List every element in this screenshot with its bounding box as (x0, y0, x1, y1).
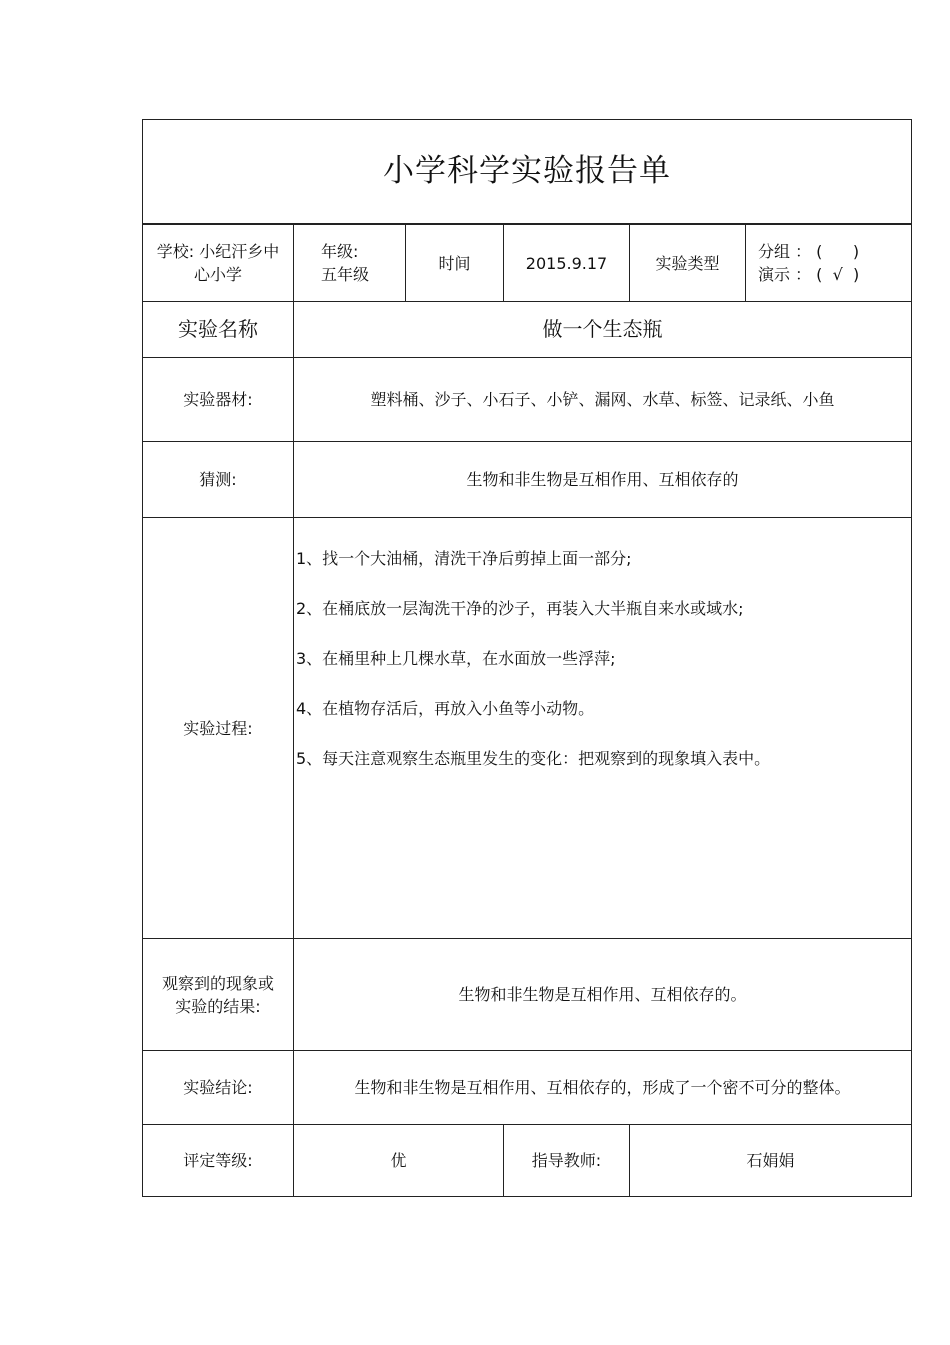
process-step-2: 2、在桶底放一层淘洗干净的沙子，再装入大半瓶自来水或域水; (296, 599, 744, 618)
group-option: 分组 ： ( ) (758, 242, 860, 261)
conclusion-value: 生物和非生物是互相作用、互相依存的，形成了一个密不可分的整体。 (354, 1078, 851, 1097)
school-label: 学校: (156, 242, 195, 261)
grade-label: 年级: (321, 242, 359, 261)
time-label: 时间 (438, 253, 471, 273)
process-step-4: 4、在植物存活后，再放入小鱼等小动物。 (296, 699, 595, 718)
conclusion-label: 实验结论: (183, 1078, 253, 1097)
rating-value: 优 (390, 1151, 407, 1170)
observation-label-line-2: 实验的结果: (175, 996, 261, 1016)
observation-label (143, 939, 293, 1050)
grade-value: 五年级 (321, 265, 370, 284)
school-cell (143, 225, 293, 301)
experiment-type-label: 实验类型 (655, 253, 720, 273)
demo-option: 演示 ： ( √ ) (758, 265, 860, 284)
experiment-name-value: 做一个生态瓶 (542, 317, 663, 341)
process-content (143, 518, 911, 938)
materials-value: 塑料桶、沙子、小石子、小铲、漏网、水草、标签、记录纸、小鱼 (370, 390, 835, 409)
observation-label-line-1: 观察到的现象或 (161, 973, 274, 993)
experiment-report-form (142, 119, 912, 1197)
observation-value: 生物和非生物是互相作用、互相依存的。 (458, 985, 747, 1004)
teacher-name: 石娟娟 (746, 1151, 795, 1170)
process-step-1: 1、找一个大油桶，清洗干净后剪掉上面一部分; (296, 549, 632, 568)
teacher-label: 指导教师: (531, 1151, 602, 1170)
rating-label: 评定等级: (183, 1151, 253, 1170)
grade-cell (294, 225, 405, 301)
page-title: 小学科学实验报告单 (383, 153, 671, 189)
school-value-line-2: 心小学 (193, 265, 242, 284)
process-step-5: 5、每天注意观察生态瓶里发生的变化：把观察到的现象填入表中。 (296, 749, 771, 768)
process-steps (296, 548, 906, 798)
materials-label: 实验器材: (183, 390, 253, 409)
time-value: 2015.9.17 (525, 253, 608, 273)
school-line-1 (157, 240, 280, 263)
hypothesis-value: 生物和非生物是互相作用、互相依存的 (466, 470, 739, 489)
process-step-3: 3、在桶里种上几棵水草，在水面放一些浮萍; (296, 649, 616, 668)
school-value-line-1: 小纪汗乡中 (199, 242, 280, 261)
experiment-name-label: 实验名称 (178, 317, 258, 341)
hypothesis-label: 猜测: (199, 470, 237, 489)
experiment-type-options (746, 225, 911, 301)
process-label: 实验过程: (183, 718, 253, 738)
